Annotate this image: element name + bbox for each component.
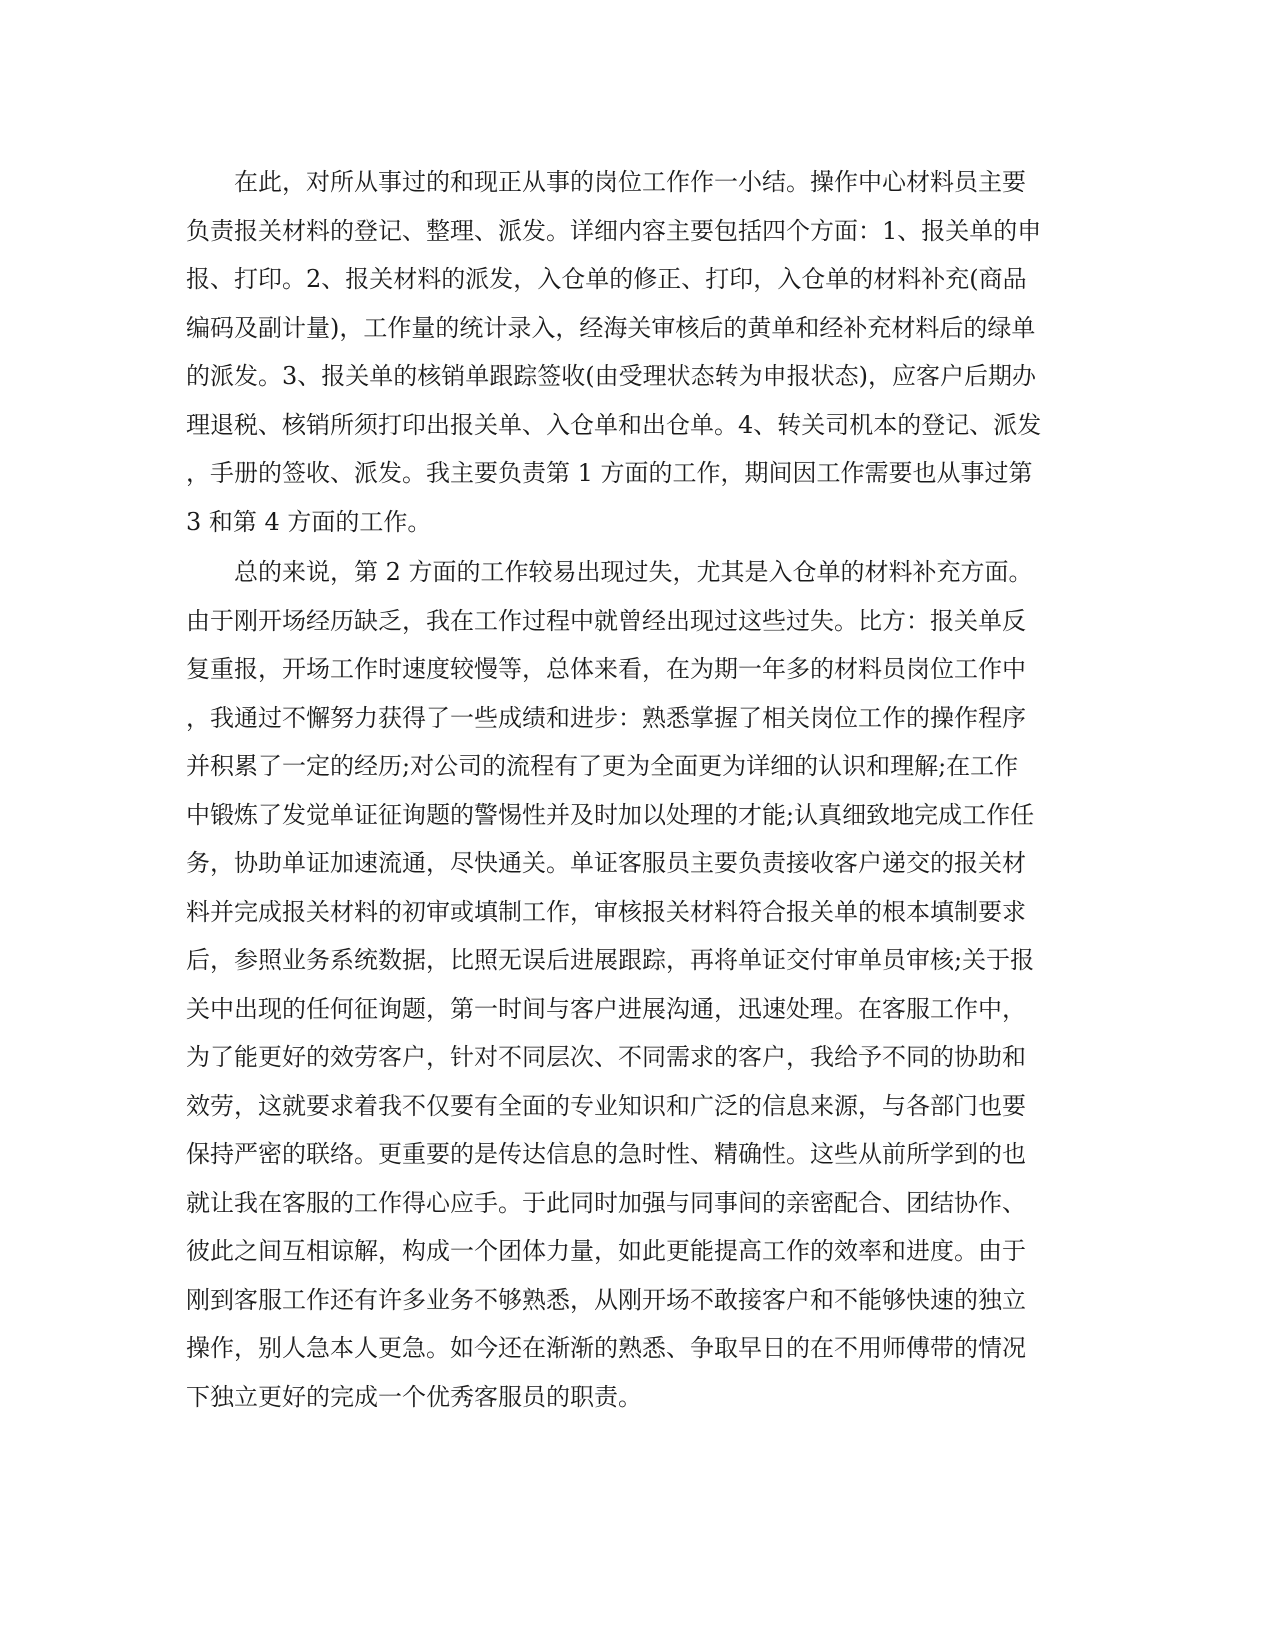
- text-line: 并积累了一定的经历;对公司的流程有了更为全面更为详细的认识和理解;在工作: [186, 752, 1019, 780]
- text-line: 料并完成报关材料的初审或填制工作，审核报关材料符合报关单的根本填制要求: [186, 897, 1026, 926]
- text-line: 保持严密的联络。更重要的是传达信息的急时性、精确性。这些从前所学到的也: [186, 1140, 1026, 1168]
- text-line: ，手册的签收、派发。我主要负责第 1 方面的工作，期间因工作需要也从事过第: [186, 459, 1033, 487]
- paragraph-1: [186, 158, 1086, 546]
- text-line: 在此，对所从事过的和现正从事的岗位工作作一小结。操作中心材料员主要: [234, 168, 1026, 196]
- text-line: 为了能更好的效劳客户，针对不同层次、不同需求的客户，我给予不同的协助和: [186, 1043, 1026, 1071]
- text-line: 刚到客服工作还有许多业务不够熟悉，从刚开场不敢接客户和不能够快速的独立: [186, 1285, 1026, 1314]
- paragraph-2: [186, 548, 1086, 1421]
- text-line: 复重报，开场工作时速度较慢等，总体来看，在为期一年多的材料员岗位工作中: [186, 655, 1026, 683]
- text-line: 的派发。3、报关单的核销单跟踪签收(由受理状态转为申报状态)，应客户后期办: [186, 362, 1036, 390]
- text-line: 3 和第 4 方面的工作。: [186, 507, 432, 536]
- text-line: 总的来说，第 2 方面的工作较易出现过失，尤其是入仓单的材料补充方面。: [234, 558, 1033, 586]
- text-line: 效劳，这就要求着我不仅要有全面的专业知识和广泛的信息来源，与各部门也要: [186, 1091, 1026, 1120]
- text-line: 编码及副计量)，工作量的统计录入，经海关审核后的黄单和经补充材料后的绿单: [186, 313, 1036, 342]
- text-line: 中锻炼了发觉单证征询题的警惕性并及时加以处理的才能;认真细致地完成工作任: [186, 800, 1035, 829]
- text-line: ，我通过不懈努力获得了一些成绩和进步：熟悉掌握了相关岗位工作的操作程序: [186, 703, 1026, 732]
- text-line: 理退税、核销所须打印出报关单、入仓单和出仓单。4、转关司机本的登记、派发: [186, 410, 1042, 439]
- text-line: 关中出现的任何征询题，第一时间与客户进展沟通，迅速处理。在客服工作中，: [186, 994, 1026, 1023]
- text-line: 就让我在客服的工作得心应手。于此同时加强与同事间的亲密配合、团结协作、: [186, 1188, 1026, 1217]
- text-line: 后，参照业务系统数据，比照无误后进展跟踪，再将单证交付审单员审核;关于报: [186, 946, 1035, 974]
- text-line: 下独立更好的完成一个优秀客服员的职责。: [186, 1382, 642, 1411]
- text-line: 报、打印。2、报关材料的派发，入仓单的修正、打印，入仓单的材料补充(商品: [186, 265, 1027, 293]
- text-line: 负责报关材料的登记、整理、派发。详细内容主要包括四个方面：1、报关单的申: [186, 216, 1042, 245]
- text-line: 彼此之间互相谅解，构成一个团体力量，如此更能提高工作的效率和进度。由于: [186, 1237, 1026, 1265]
- text-line: 由于刚开场经历缺乏，我在工作过程中就曾经出现过这些过失。比方：报关单反: [186, 606, 1026, 635]
- text-line: 务，协助单证加速流通，尽快通关。单证客服员主要负责接收客户递交的报关材: [186, 849, 1026, 877]
- text-line: 操作，别人急本人更急。如今还在渐渐的熟悉、争取早日的在不用师傅带的情况: [186, 1334, 1026, 1362]
